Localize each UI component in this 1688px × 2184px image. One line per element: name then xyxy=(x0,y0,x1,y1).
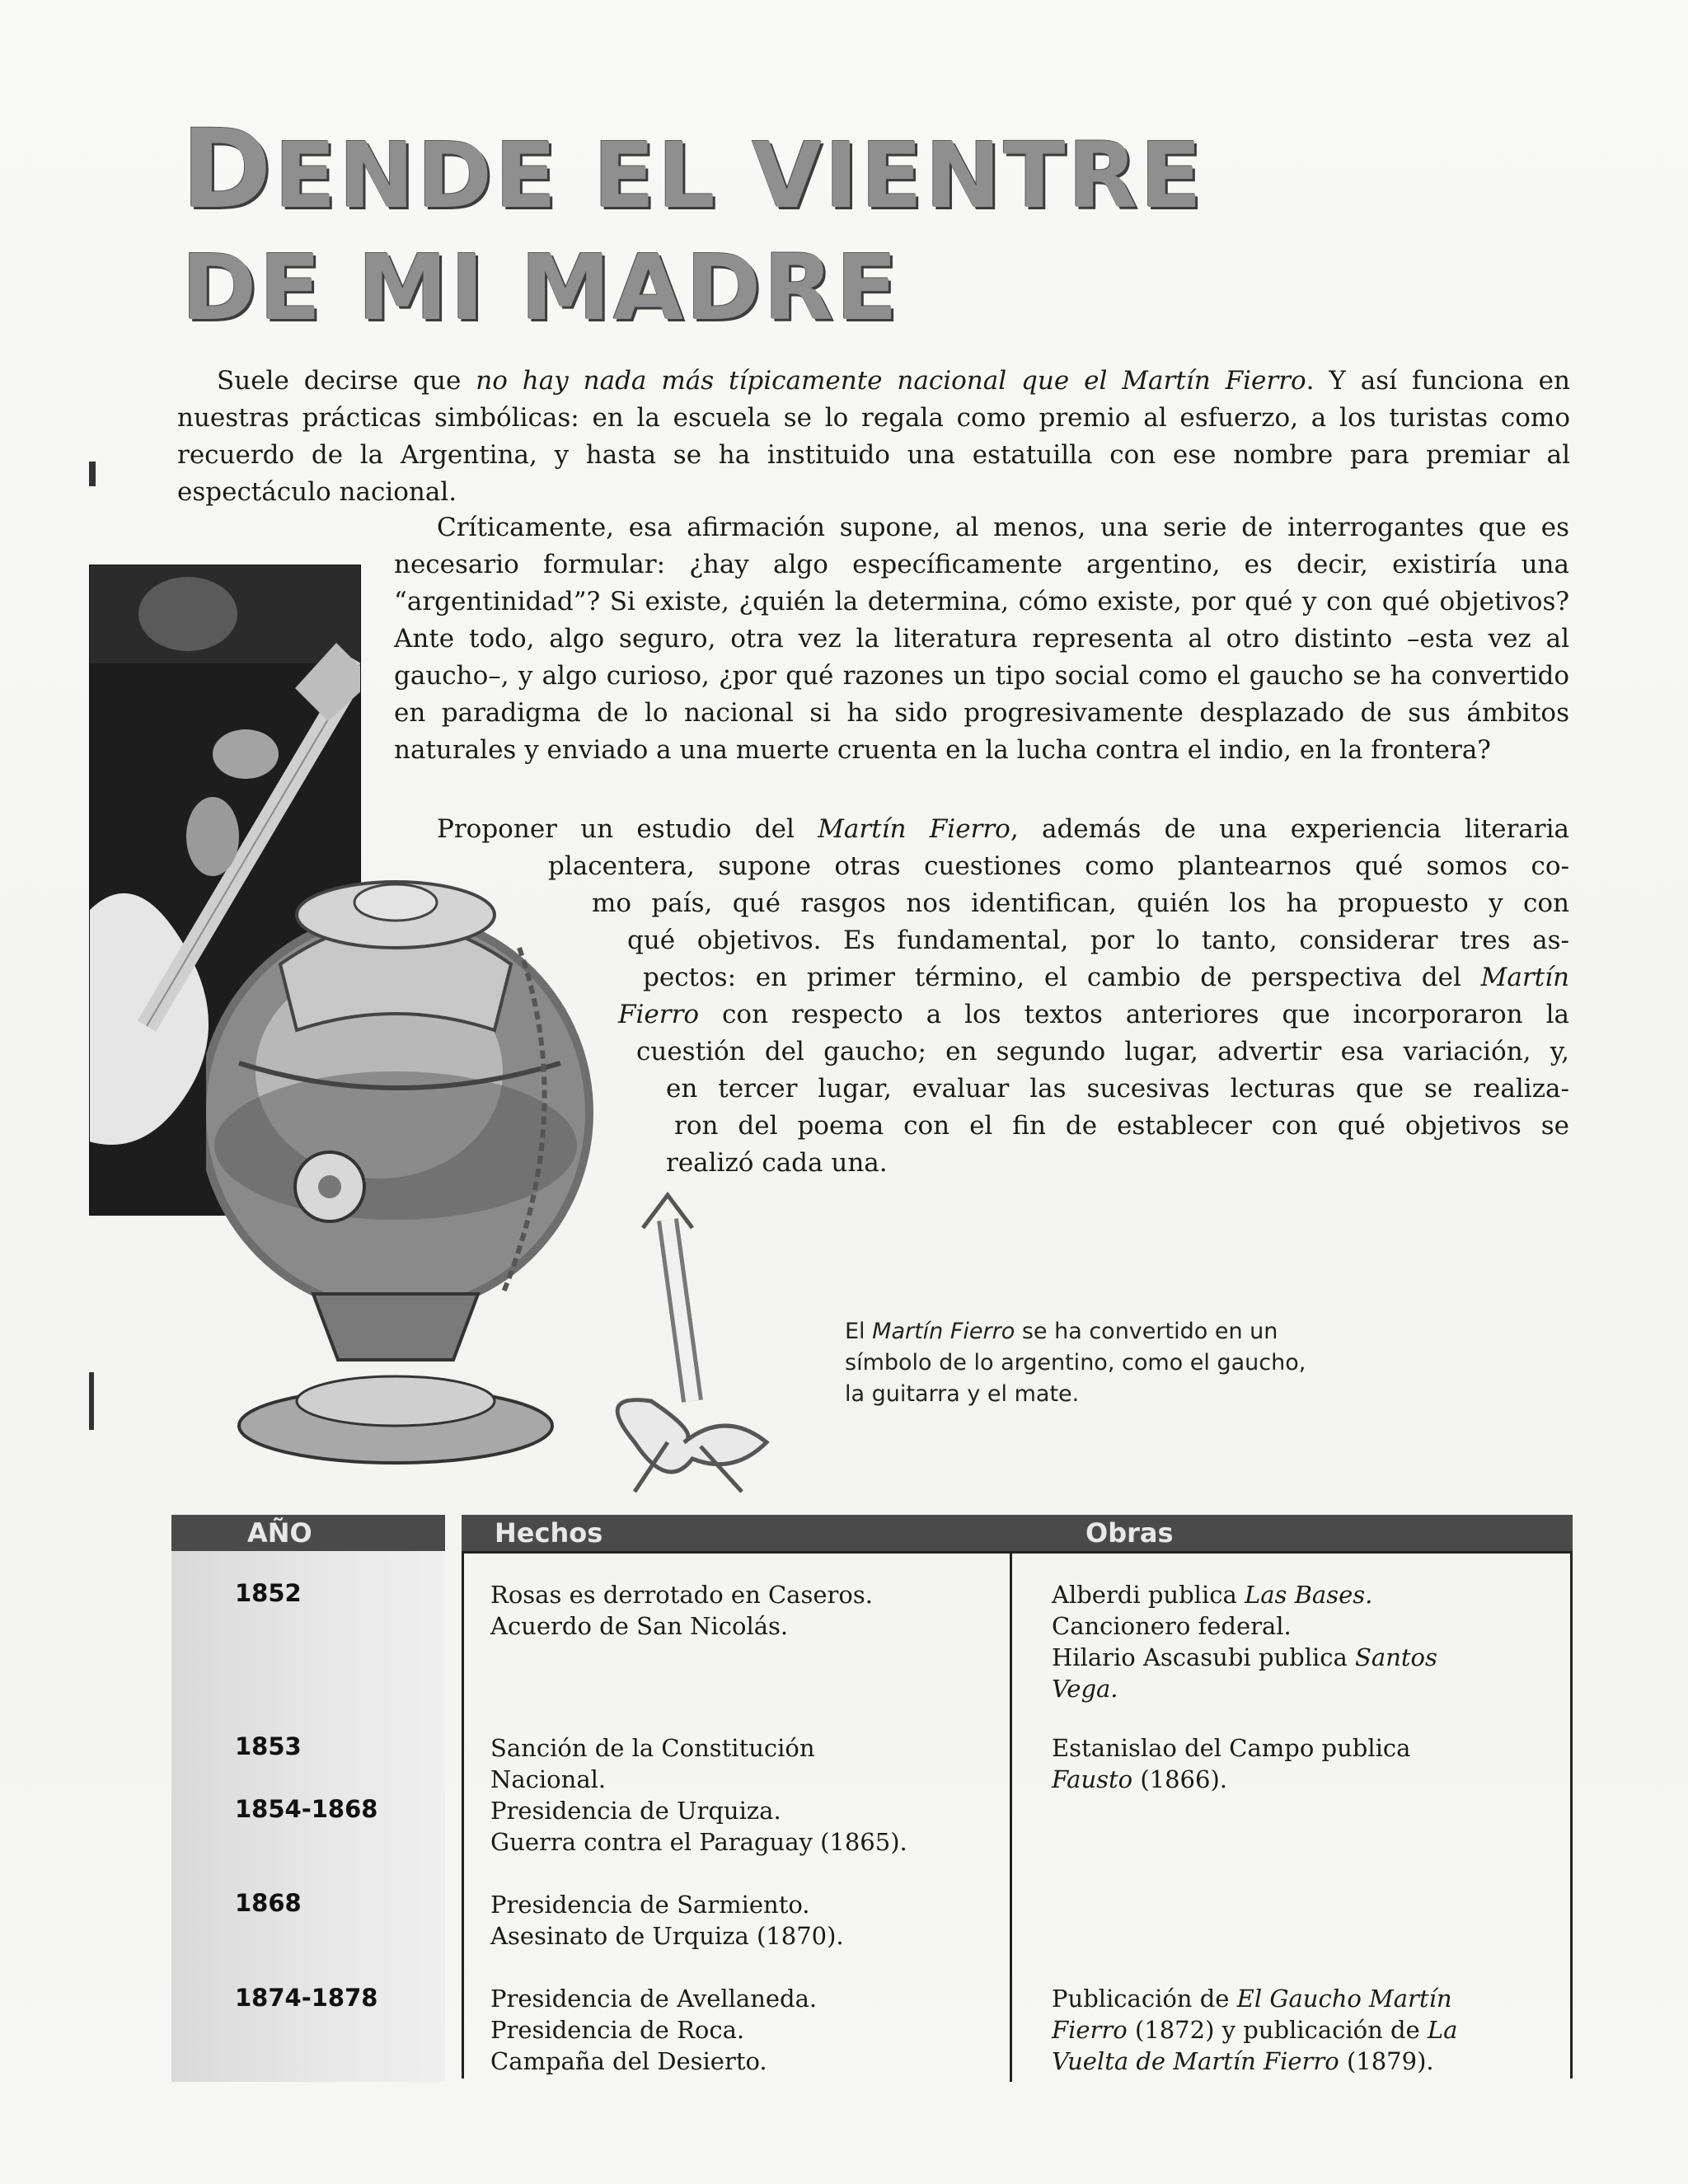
column-divider xyxy=(1010,1551,1012,2082)
p3-line: cuestión del gaucho; en segundo lugar, advertir esa variación, y, xyxy=(636,1037,1569,1066)
works-1852: Alberdi publica Las Bases. Cancionero federal. Hilario Ascasubi publica Santos Vega. xyxy=(1052,1581,1437,1703)
events-1853: Sanción de la Constitución Nacional. xyxy=(490,1734,815,1793)
works-1853: Estanislao del Campo publica Fausto (1866). xyxy=(1052,1734,1411,1793)
p3-line: en tercer lugar, evaluar las sucesivas lecturas que se realiza- xyxy=(666,1074,1569,1104)
scan-mark xyxy=(89,1372,94,1430)
table-header-year: AÑO xyxy=(171,1515,445,1551)
p3-line: pectos: en primer término, el cambio de perspectiva del Martín xyxy=(643,963,1569,992)
intro-paragraph: Suele decirse que no hay nada más típicamente nacional que el Martín Fierro. Y así funciona en nuestras prácticas simbólicas: en la escuela se lo regala como premio al esfuerzo, a los turistas como recuerdo de la Argentina, y hasta se ha instituido una estatuilla con ese nombre para premiar al espectáculo nacional. xyxy=(177,366,1570,507)
title-line-1: DENDE EL VIENTRE xyxy=(181,106,1205,233)
year-1854-1868: 1854-1868 xyxy=(235,1795,378,1823)
p3-line: qué objetivos. Es fundamental, por lo tanto, considerar tres as- xyxy=(627,926,1569,955)
title-line-2: DE MI MADRE xyxy=(181,235,901,340)
p3-line: Fierro con respecto a los textos anteriores que incorporaron la xyxy=(618,1000,1569,1029)
mate-photo xyxy=(206,865,799,1500)
year-1874-1878: 1874-1878 xyxy=(235,1984,378,2012)
year-1853: 1853 xyxy=(235,1732,302,1760)
events-1868: Presidencia de Sarmiento. Asesinato de Urquiza (1870). xyxy=(490,1891,844,1950)
chapter-title xyxy=(181,106,1205,340)
table-header-events: Hechos xyxy=(462,1515,1010,1551)
image-caption: El Martín Fierro se ha convertido en un símbolo de lo argentino, como el gaucho, la guitarra y el mate. xyxy=(845,1319,1306,1407)
p3-line: mo país, qué rasgos nos identifican, quién los ha propuesto y con xyxy=(592,888,1569,918)
critical-paragraph: Críticamente, esa afirmación supone, al menos, una serie de interrogantes que es necesario formular: ¿hay algo específicamente argentino, es decir, existiría una “argentinidad”? Si existe, ¿quién la determina, cómo existe, por qué y con qué objetivos? Ante todo, algo seguro, otra vez la literatura representa al otro distinto –esta vez al gaucho–, y algo curioso, ¿por qué razones un tipo social como el gaucho se ha convertido en paradigma de lo nacional si ha sido progresivamente desplazado de sus ámbitos naturales y enviado a una muerte cruenta en la lucha contra el indio, en la frontera? xyxy=(394,513,1569,765)
p3-line: placentera, supone otras cuestiones como plantearnos qué somos co- xyxy=(548,851,1569,881)
table-header-works: Obras xyxy=(1010,1515,1573,1551)
p3-line: realizó cada una. xyxy=(666,1148,888,1178)
year-1868: 1868 xyxy=(235,1889,302,1917)
p3-line: ron del poema con el fin de establecer con qué objetivos se xyxy=(674,1111,1569,1141)
year-1852: 1852 xyxy=(235,1579,302,1607)
works-1874-1878: Publicación de El Gaucho Martín Fierro (1872) y publicación de La Vuelta de Martín Fierro (1879). xyxy=(1052,1985,1458,2075)
events-1874-1878: Presidencia de Avellaneda. Presidencia de Roca. Campaña del Desierto. xyxy=(490,1985,818,2075)
events-1854-1868: Presidencia de Urquiza. Guerra contra el Paraguay (1865). xyxy=(490,1797,907,1856)
p3-line: Proponer un estudio del Martín Fierro, además de una experiencia literaria xyxy=(437,814,1570,844)
scan-mark xyxy=(89,462,96,486)
events-1852: Rosas es derrotado en Caseros. Acuerdo de San Nicolás. xyxy=(490,1581,873,1640)
